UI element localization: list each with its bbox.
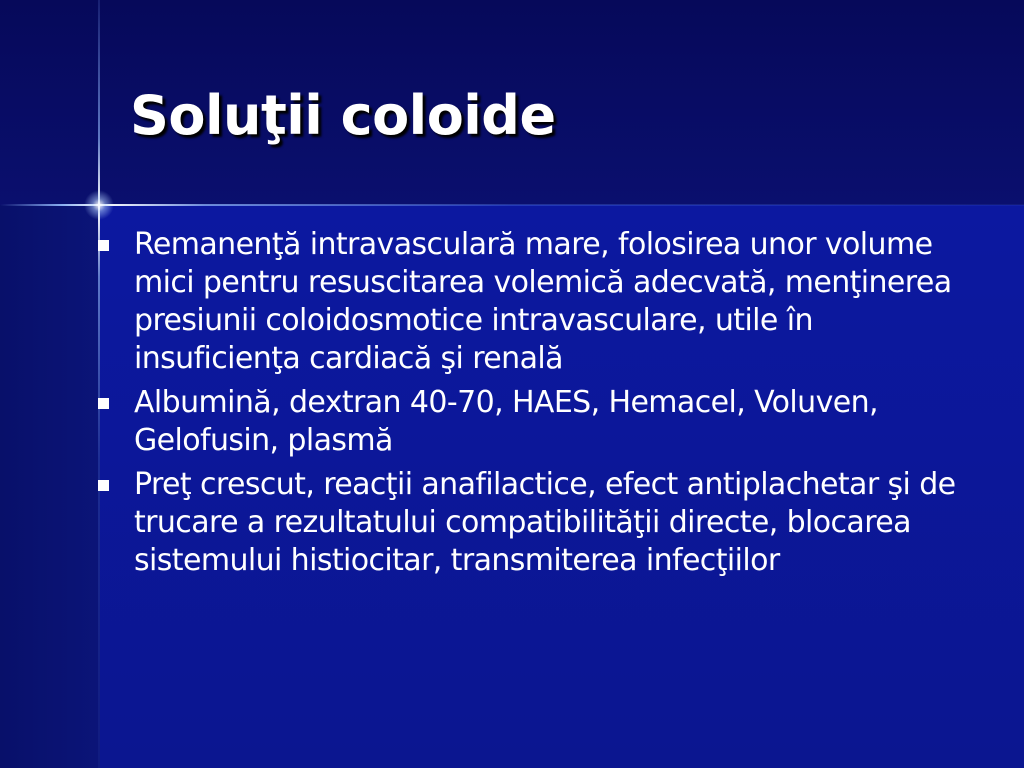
bullet-text: Remanenţă intravasculară mare, folosirea unor volume mici pentru resuscitarea volemică adecvată, menţinerea presiunii coloidosmotice intravasculare, utile în insuficienţa cardiacă şi renală	[134, 227, 952, 376]
bullet-text: Preţ crescut, reacţii anafilactice, efect antiplachetar şi de trucare a rezultatului compatibilităţii directe, blocarea sistemului histiocitar, transmiterea infecţiilor	[134, 467, 956, 578]
bullet-text: Albumină, dextran 40-70, HAES, Hemacel, Voluven, Gelofusin, plasmă	[134, 385, 878, 458]
slide-title: Soluţii coloide	[130, 84, 556, 147]
square-bullet-icon	[98, 480, 109, 491]
bullet-list	[96, 226, 976, 586]
left-band	[0, 205, 100, 768]
bullet-item	[96, 226, 976, 378]
decorative-horizontal-line	[0, 204, 1024, 206]
star-glow-icon	[84, 190, 114, 220]
bullet-item	[96, 466, 976, 580]
square-bullet-icon	[98, 240, 109, 251]
bullet-item	[96, 384, 976, 460]
square-bullet-icon	[98, 398, 109, 409]
